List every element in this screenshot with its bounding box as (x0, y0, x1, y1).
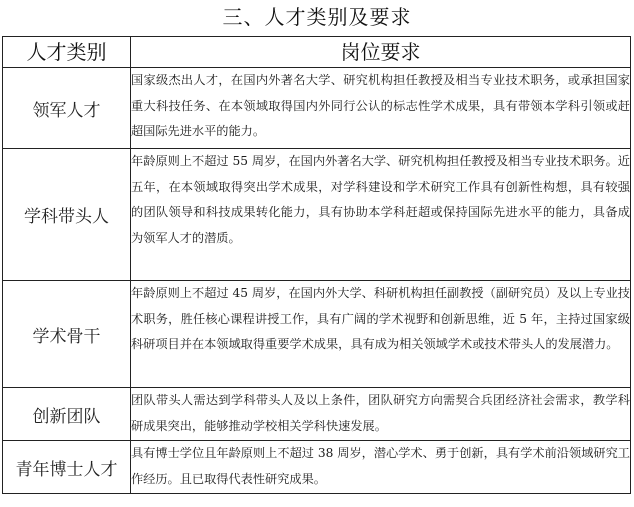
category-cell: 青年博士人才 (3, 441, 131, 494)
category-cell: 创新团队 (3, 388, 131, 441)
category-cell: 学科带头人 (3, 149, 131, 281)
requirement-cell: 国家级杰出人才，在国内外著名大学、研究机构担任教授及相当专业技术职务，或承担国家重大科技任务、在本领域取得国内外同行公认的标志性学术成果，具有带领本学科引领或赶超国际先进水平的能力。 (131, 68, 631, 149)
table-row (3, 281, 631, 388)
table-row (3, 388, 631, 441)
requirement-cell: 年龄原则上不超过 45 周岁，在国内外大学、科研机构担任副教授（副研究员）及以上专业技术职务，胜任核心课程讲授工作，具有广阔的学术视野和创新思维，近 5 年，主持过国家级科研项目并在本领域取得重要学术成果，具有成为相关领域学术或技术带头人的发展潜力。 (131, 281, 631, 388)
table-header-row (3, 37, 631, 68)
requirement-cell: 年龄原则上不超过 55 周岁，在国内外著名大学、研究机构担任教授及相当专业技术职务。近五年，在本领域取得突出学术成果，对学科建设和学术研究工作具有创新性构想，具有较强的团队领导和科技成果转化能力，具有协助本学科赶超或保持国际先进水平的能力，具备成为领军人才的潜质。 (131, 149, 631, 281)
header-category: 人才类别 (3, 37, 131, 68)
table-row (3, 441, 631, 494)
requirement-cell: 团队带头人需达到学科带头人及以上条件，团队研究方向需契合兵团经济社会需求，教学科研成果突出，能够推动学校相关学科快速发展。 (131, 388, 631, 441)
table-row (3, 68, 631, 149)
requirement-cell: 具有博士学位且年龄原则上不超过 38 周岁，潜心学术、勇于创新，具有学术前沿领域研究工作经历。且已取得代表性研究成果。 (131, 441, 631, 494)
category-cell: 领军人才 (3, 68, 131, 149)
category-cell: 学术骨干 (3, 281, 131, 388)
talent-requirements-table (2, 36, 631, 494)
page-title: 三、人才类别及要求 (222, 5, 412, 29)
table-row (3, 149, 631, 281)
header-requirement: 岗位要求 (131, 37, 631, 68)
